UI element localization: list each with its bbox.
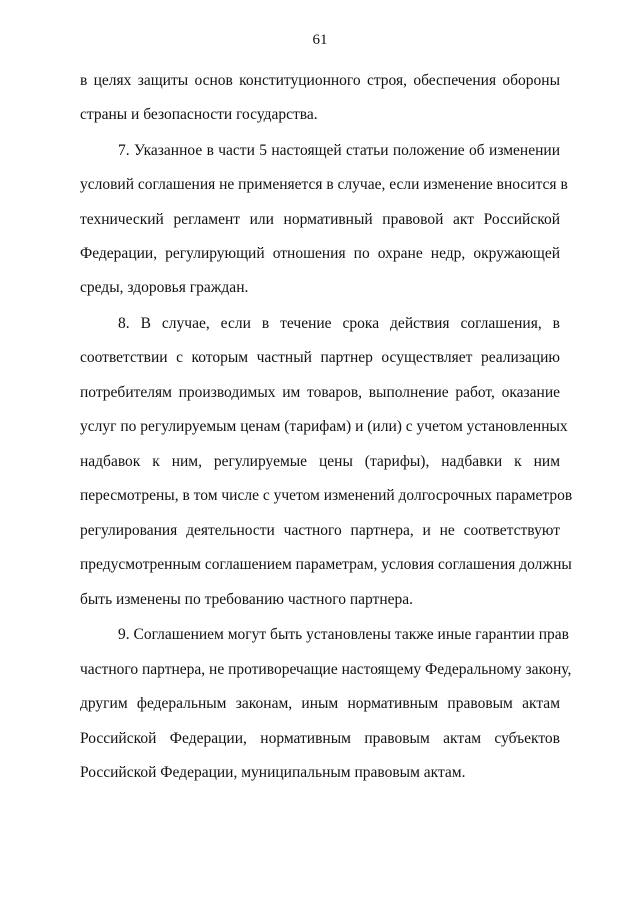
text-line: потребителям производимых им товаров, выполнение работ, оказание bbox=[80, 384, 560, 401]
text-line: Федерации, регулирующий отношения по охране недр, окружающей bbox=[80, 245, 560, 262]
text-line: страны и безопасности государства. bbox=[80, 106, 318, 123]
text-line: регулирования деятельности частного партнера, и не соответствуют bbox=[80, 522, 560, 539]
text-line: частного партнера, не противоречащие настоящему Федеральному закону, bbox=[80, 661, 572, 678]
text-line: соответствии с которым частный партнер осуществляет реализацию bbox=[80, 349, 560, 366]
page-number: 61 bbox=[312, 32, 328, 48]
text-line: пересмотрены, в том числе с учетом изменений долгосрочных параметров bbox=[80, 487, 573, 504]
text-line: Российской Федерации, нормативным правовым актам субъектов bbox=[80, 730, 560, 747]
text-line: технический регламент или нормативный правовой акт Российской bbox=[80, 211, 560, 228]
text-line: 8. В случае, если в течение срока действия соглашения, в bbox=[118, 315, 560, 332]
text-line: предусмотренным соглашением параметрам, условия соглашения должны bbox=[80, 556, 572, 573]
text-line: среды, здоровья граждан. bbox=[80, 279, 249, 296]
text-line: 7. Указанное в части 5 настоящей статьи положение об изменении bbox=[118, 142, 560, 159]
text-line: надбавок к ним, регулируемые цены (тарифы), надбавки к ним bbox=[80, 453, 560, 470]
text-line: услуг по регулируемым ценам (тарифам) и (или) с учетом установленных bbox=[80, 418, 568, 435]
text-line: Российской Федерации, муниципальным правовым актам. bbox=[80, 764, 466, 781]
text-line: условий соглашения не применяется в случае, если изменение вносится в bbox=[80, 176, 568, 193]
text-line: быть изменены по требованию частного партнера. bbox=[80, 591, 413, 608]
text-line: 9. Соглашением могут быть установлены также иные гарантии прав bbox=[118, 626, 569, 643]
text-line: в целях защиты основ конституционного строя, обеспечения обороны bbox=[80, 72, 560, 89]
text-line: другим федеральным законам, иным нормативным правовым актам bbox=[80, 695, 560, 712]
